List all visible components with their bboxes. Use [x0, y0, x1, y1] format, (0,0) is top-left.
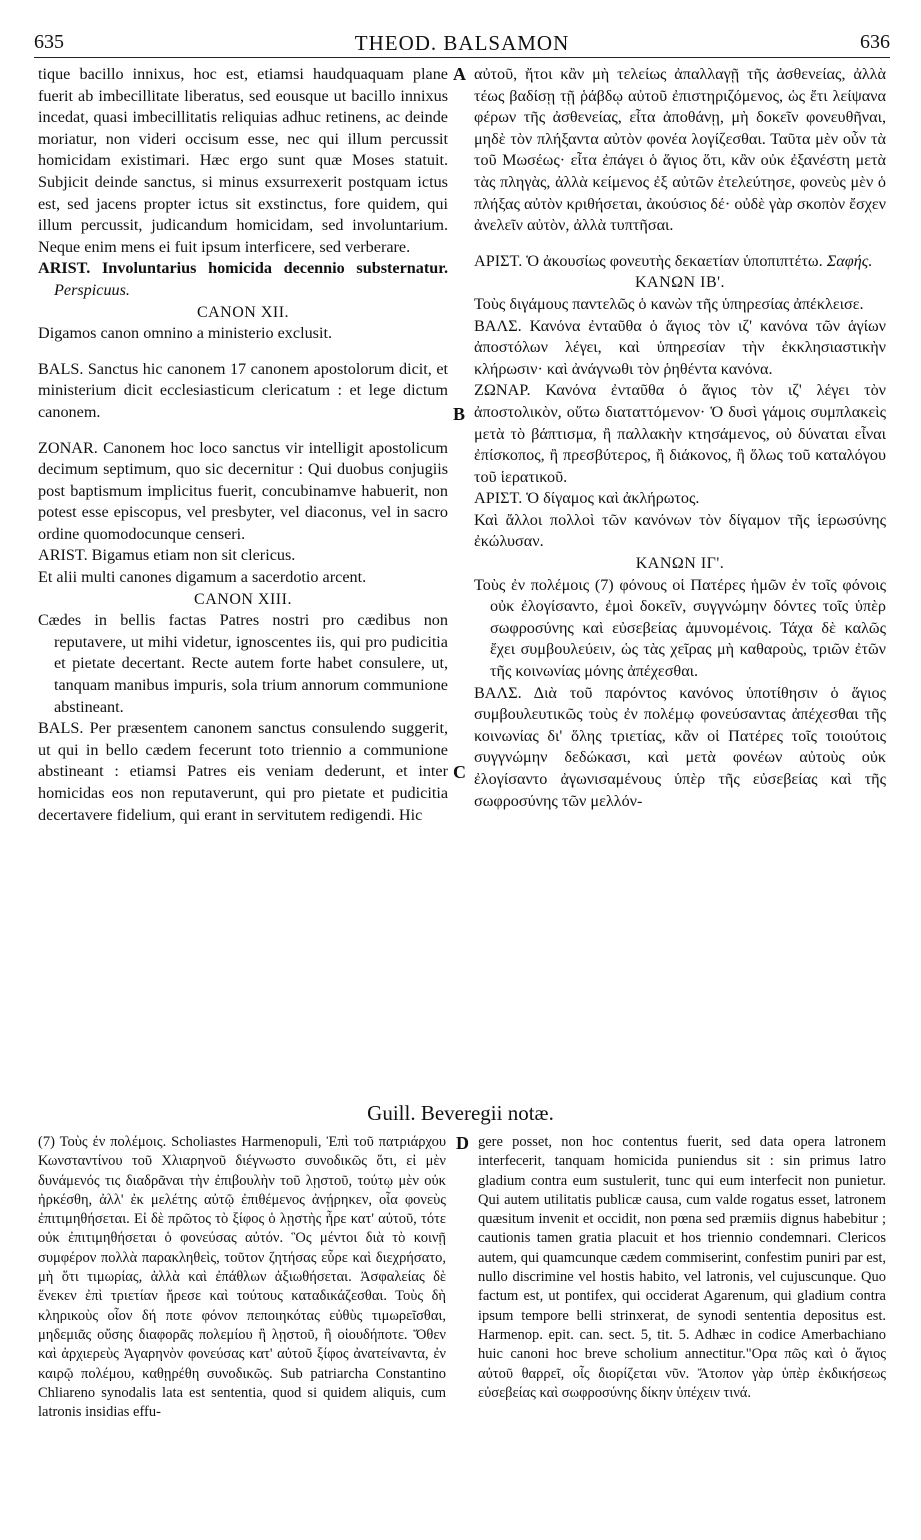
canon-xiii-title: CANON XIII. [194, 590, 292, 608]
margin-letter-a: A [453, 64, 466, 84]
greek-paragraph: αὐτοῦ, ἤτοι κἂν μὴ τελείως ἀπαλλαγῇ τῆς ἀσθενείας, ἀλλὰ τέως βαδίσῃ τῇ ῥάβδῳ αὐτοῦ ἐπιστηριζόμενος, ὡς ἔτι λείψανα φέρων τῆς ἀσθενείας, εἶτα ἀποθάνῃ, μὴ δοκεῖν φονευθῆναι, μηδὲ τὸν πλήξαντα αὐτὸν φονέα λογίζεσθαι. Ταῦτα μὲν οὖν τὰ τοῦ Μωσέως· εἶτα ἐπάγει ὁ ἅγιος ὅτι, κἂν οὐκ ἐξανέστη μετὰ τὰς πληγὰς, ἀλλὰ κείμενος ἐξ αὐτῶν ἐτελεύτησε, φονεὺς μὲν ὁ πλήξας αὐτὸν κριθήσεται, ἀκούσιος δέ· οὐδὲ γὰρ σκοπὸν ἔσχεν ἀνελεῖν αὐτὸν, ἀλλὰ τυπτῆσαι. [474, 65, 886, 235]
page-number-left: 635 [34, 31, 64, 53]
running-title: THEOD. BALSAMON [354, 31, 570, 55]
kanon-ib-title: ΚΑΝΩΝ ΙΒ'. [635, 274, 725, 292]
notes-heading: Guill. Beveregii notæ. [367, 1101, 554, 1125]
footnote-7-continued: gere posset, non hoc contentus fuerit, sed data opera latronem interfecerit, tanquam homicida puniendus sit : sin primus latro gladium contra eum sustulerit, tunc qui eum interfecit non punietur. Qui autem utilitatis publicæ causa, cum valde rogatus esset, latronem quæsitum invenit et occidit, non pœna sed præmiis dignus habebitur ; cautionis tamen gratia placuit et hos triennio condemnari. Clericos autem, qui quamcunque cædem commiserint, confestim puniri par est, nullo discrimine vel hostis habito, vel latronis, vel cujuscunque. Quo factum est, ut pontifex, qui occiderat Agarenum, qui gladium contra ipsum tempore belli strinxerat, de synodi sententia depositus est. Harmenop. epit. can. sect. 5, tit. 5. Adhæc in codice Amerbachiano huic canoni hoc breve scholium annectitur."Ορα πῶς καὶ ὁ ἅγιος αὐτοῦ θαρρεῖ, οἷς διορίζεται νῦν. Ἄτοπον γὰρ ὑπὲρ ἐκδικήσεως εὐσεβείας καὶ σωφροσύνης δίκην ὑπέχειν τινά. [478, 1134, 886, 1401]
notes-column-right [478, 1133, 886, 1403]
canon-xiii-text: Cædes in bellis factas Patres nostri pro cædibus non reputavere, ut mihi videtur, ignoscentes iis, qui pro pudicitia et pietate decertant. Recte autem forte habet consulere, ut, tanquam manibus impuris, sola trium annorum communione abstineant. [38, 611, 448, 716]
latin-bals-comment: BALS. Sanctus hic canonem 17 canonem apostolorum dicit, et ministerium dicit ecclesiasticum clericatum : et lege dictum canonem. [38, 359, 448, 421]
greek-column [474, 64, 886, 812]
page-header [34, 31, 890, 58]
greek-zonar-comment: ΖΩΝΑΡ. Κανόνα ἐνταῦθα ὁ ἅγιος τὸν ιζ' λέγει τὸν ἀποστολικὸν, οὕτω διαταττόμενον· Ὁ δυσὶ γάμοις συμπλακεὶς μετὰ τὸ βάπτισμα, ἢ παλλακὴν κτησάμενος, οὐ δύναται εἶναι ἐπίσκοπος, ἢ πρεσβύτερος, ἢ διάκονος, ἢ ὅλως τοῦ καταλόγου τοῦ ἱερατικοῦ. [474, 381, 886, 486]
notes-column-left [38, 1133, 446, 1422]
page-number-right: 636 [860, 31, 890, 53]
latin-bals-comment-2: BALS. Per præsentem canonem sanctus consulendo suggerit, ut qui in bello cædem fecerunt toto triennio a communione abstineant : etiamsi Patres eis veniam dederunt, et inter homicidas eos non reputaverunt, qui pro pietate et pudicitia decertavere fidelium, qui erant in servitutem redigendi. Hic [38, 719, 448, 824]
kanon-ib-text: Τοὺς διγάμους παντελῶς ὁ κανὼν τῆς ὑπηρεσίας ἀπέκλεισε. [474, 294, 864, 313]
latin-column [38, 64, 448, 826]
margin-letter-b: B [453, 404, 466, 424]
latin-arist-note: ARIST. Involuntarius homicida decennio substernatur. Perspicuus. [38, 259, 448, 299]
kanon-ig-title: ΚΑΝΩΝ ΙΓ'. [635, 555, 725, 573]
latin-alii-text: Et alii multi canones digamum a sacerdotio arcent. [38, 568, 367, 587]
canon-xii-title: CANON XII. [196, 303, 290, 321]
greek-bals-comment: ΒΑΛΣ. Κανόνα ἐνταῦθα ὁ ἅγιος τὸν ιζ' κανόνα τῶν ἁγίων ἀποστόλων λέγει, καὶ ὑπηρεσίαν τὴν ἐκκλησιαστικὴν κλήρωσιν· καὶ ἀνάγνωθι τὸν ῥηθέντα κανόνα. [474, 316, 886, 378]
latin-zonar-comment: ZONAR. Canonem hoc loco sanctus vir intelligit apostolicum decimum septimum, quo sic decernitur : Qui duobus conjugiis post baptismum implicitus fuerit, concubinamve habuerit, non potest esse episcopus, vel presbyter, vel diaconus, vel in sacro ordine quomodocunque censeri. [38, 438, 448, 543]
greek-alii-text: Καὶ ἄλλοι πολλοὶ τῶν κανόνων τὸν δίγαμον τῆς ἱερωσύνης ἐκώλυσαν. [474, 510, 886, 551]
canon-xii-text: Digamos canon omnino a ministerio exclusit. [38, 324, 333, 343]
greek-bals-comment-2: ΒΑΛΣ. Διὰ τοῦ παρόντος κανόνος ὑποτίθησιν ὁ ἅγιος συμβουλευτικῶς τοὺς ἐν πολέμῳ φονεύσαντας ἀπέχεσθαι τῆς κοινωνίας δι' ὅλης τριετίας, κἂν οἱ Πατέρες τοῖς τοιούτοις συγγνώμην δεδώκασι, καὶ μετὰ φονέων αὐτοὺς οὐκ ἐλογίσαντο ἀγωνισαμένους ὑπὲρ τῆς εὐσεβείας καὶ τῆς σωφροσύνης τῶν μελλόν- [474, 683, 886, 810]
margin-letter-c: C [453, 762, 466, 782]
footnote-7: (7) Τοὺς ἐν πολέμοις. Scholiastes Harmenopuli, Ἐπὶ τοῦ πατριάρχου Κωνσταντίνου τοῦ Χλιαρηνοῦ διέγνωστο συνοδικῶς ὅτι, εἰ μὲν δυνάμενός τις διαδρᾶναι τὴν ἐπιβουλὴν τοῦ λῃστοῦ, τούτῳ μὲν οὐκ ἠρκέσθη, ἀλλ' ἐκ μελέτης αὐτῷ ἐπιθέμενος ἀνῄρηκεν, οἷα φονεὺς ἐπιτιμηθήσεται. Εἰ δὲ πρῶτος τὸ ξίφος ὁ λῃστὴς ἦρε κατ' αὐτοῦ, τότε οὐκ ἐπιτιμηθήσεται ὁ φονεύσας αὐτόν. Ὃς μέντοι διὰ τὸ κοινῇ συμφέρον πολλὰ παρακληθεὶς, τοῦτον ζητήσας εὗρε καὶ διεχρήσατο, μὴ ὅτι τιμωρίας, ἀλλὰ καὶ ἐπάθλων ἀξιωθήσεται. Ἀσφαλείας δὲ ἕνεκεν ἐπὶ τριετίαν ἤρεσε καὶ τούτους καταδικάζεσθαι. Τοὺς δὴ κληρικοὺς οἷον δή ποτε φόνον πεποιηκότας εὐθὺς τιμωρεῖσθαι, μηδεμιᾶς οὔσης διαφορᾶς πολεμίου ἢ λῃστοῦ, ἢ οἱουδήποτε. Ὅθεν καὶ ἀρχιερεὺς Ἀγαρηνὸν φονεύσας κατ' αὐτοῦ ξίφος ἀνατείναντα, ἐν καιρῷ πολέμου, καθῃρέθη συνοδικῶς. Sub patriarcha Constantino Chliareno synodalis lata est sententia, quod si quidem aliquis, cum latronis insidias effu- [38, 1134, 446, 1421]
greek-arist-comment: ΑΡΙΣΤ. Ὁ δίγαμος καὶ ἀκλήρωτος. [474, 489, 700, 508]
greek-arist-note: ΑΡΙΣΤ. Ὁ ἀκουσίως φονευτὴς δεκαετίαν ὑποπιπτέτω. Σαφής. [474, 251, 873, 270]
kanon-ig-text: Τοὺς ἐν πολέμοις (7) φόνους οἱ Πατέρες ἡμῶν ἐν τοῖς φόνοις οὐκ ἐλογίσαντο, ἐμοὶ δοκεῖν, συγγνώμην δόντες τοῖς ὑπὲρ σωφροσύνης καὶ εὐσεβείας ἀμυνομένοις. Τάχα δὲ καλῶς ἔχει συμβουλεύειν, ὡς τὰς χεῖρας μὴ καθαροὺς, τριῶν ἐτῶν τῆς κοινωνίας μόνης ἀπέχεσθαι. [474, 575, 886, 681]
latin-paragraph: tique bacillo innixus, hoc est, etiamsi haudquaquam plane fuerit ab imbecillitate liberatus, sed eousque ut bacillo innixus incedat, quasi imbecillitatis reliquias adhuc retinens, ac deinde moriatur, non videri occisum esse, nec qui illum percussit homicidam existimari. Hæc ergo sunt quæ Moses statuit. Subjicit deinde sanctus, si minus exsurrexerit postquam ictus est, sed jacens propter ictus sit exstinctus, fore quidem, qui illum percussit, judicandum homicidam, sed involuntarium. Neque enim mens ei fuit ipsum interficere, sed verberare. [38, 65, 448, 256]
margin-letter-d: D [456, 1133, 469, 1153]
latin-arist-comment: ARIST. Bigamus etiam non sit clericus. [38, 546, 296, 565]
